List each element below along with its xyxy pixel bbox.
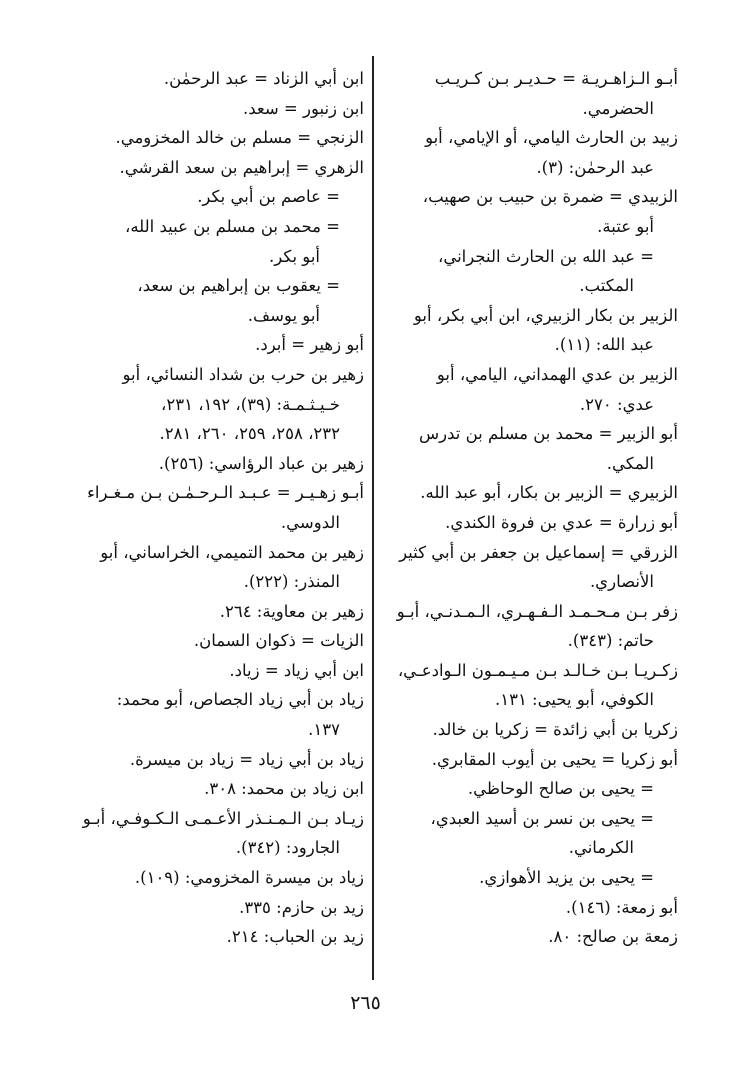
index-entry	[62, 656, 364, 686]
index-entry	[382, 478, 678, 508]
index-entry	[382, 656, 678, 715]
entry-line: ابن أبي الزناد = عبد الرحمٰن.	[163, 69, 364, 88]
index-entry	[382, 922, 678, 952]
index-entry	[62, 893, 364, 923]
entry-line: زيد بن الحباب: ٢١٤.	[226, 927, 364, 947]
entry-line: الكوفي، أبو يحيى: ١٣١.	[494, 690, 654, 710]
index-entry	[62, 449, 364, 479]
entry-line: زهير بن حرب بن شداد النسائي، أبو	[122, 364, 364, 384]
entry-line: الزرقي = إسماعيل بن جعفر بن أبي كثير	[399, 542, 678, 562]
entry-line: أبو زهير = أبرد.	[255, 335, 364, 355]
entry-line: زهير بن عباد الرؤاسي: (٢٥٦).	[158, 453, 364, 473]
entry-line: = محمد بن مسلم بن عبيد الله،	[125, 216, 340, 236]
entry-line: أبو بكر.	[269, 246, 320, 266]
entry-line: زبيد بن الحارث اليامي، أو الإيامي، أبو	[425, 128, 678, 148]
index-entry	[62, 922, 364, 952]
index-entry	[382, 419, 678, 478]
index-entry	[382, 182, 678, 241]
index-entry	[62, 478, 364, 537]
index-entry	[62, 863, 364, 893]
entry-line: الكرماني.	[568, 838, 634, 858]
entry-line: أبو زمعة: (١٤٦).	[565, 897, 678, 917]
entry-line: = يحيى بن نسر بن أسيد العبدي،	[430, 808, 654, 828]
entry-line: زهير بن معاوية: ٢٦٤.	[219, 601, 364, 621]
entry-line: زكريا بن أبي زائدة = زكريا بن خالد.	[432, 720, 678, 740]
index-entry	[382, 804, 678, 863]
index-entry	[382, 863, 678, 893]
page-number: ٢٦٥	[350, 992, 381, 1014]
index-entry	[62, 182, 364, 212]
entry-line: أبو زكريا = يحيى بن أيوب المقابري.	[431, 749, 678, 769]
entry-line: أبو الزبير = محمد بن مسلم بن تدرس	[419, 424, 678, 444]
index-entry	[382, 538, 678, 597]
entry-line: الزبيري = الزبير بن بكار، أبو عبد الله.	[420, 483, 678, 503]
entry-line: عبد الرحمٰن: (٣).	[536, 157, 654, 177]
entry-line: ابن زنبور = سعد.	[242, 98, 364, 118]
entry-line: الزبير بن عدي الهمداني، اليامي، أبو	[436, 364, 678, 384]
entry-line: زهير بن محمد التميمي، الخراساني، أبو	[100, 542, 364, 562]
entry-line: زفر بـن مـحـمـد الـفـهـري، الـمـدنـي، أبـو	[396, 601, 678, 621]
entry-line: الزنجي = مسلم بن خالد المخزومي.	[115, 128, 364, 148]
index-entry	[62, 626, 364, 656]
entry-line: المنذر: (٢٢٢).	[243, 572, 340, 592]
index-entry	[62, 774, 364, 804]
index-entry	[382, 745, 678, 775]
index-entry	[382, 597, 678, 656]
entry-line: عدي: ٢٧٠.	[579, 394, 654, 414]
entry-line: المكتب.	[579, 276, 634, 296]
index-entry	[62, 64, 364, 94]
entry-line: أبو عتبة.	[597, 216, 654, 236]
entry-line: الزبير بن بكار الزبيري، ابن أبي بكر، أبو	[413, 305, 678, 325]
entry-line: الأنصاري.	[589, 572, 654, 592]
entry-line: أبو يوسف.	[247, 305, 320, 325]
entry-line: عبد الله: (١١).	[554, 335, 654, 355]
entry-line: = يحيى بن يزيد الأهوازي.	[479, 868, 654, 888]
entry-line: الزهري = إبراهيم بن سعد القرشي.	[119, 157, 364, 177]
index-entry	[62, 538, 364, 597]
entry-line: ١٣٧.	[308, 720, 340, 740]
entry-line: أبـو الـزاهـريـة = حـديـر بـن كـريـب	[434, 69, 678, 88]
entry-line: زيـاد بـن الـمـنـذر الأعـمـى الـكـوفـي، أبـو	[82, 808, 364, 828]
entry-line: = عاصم بن أبي بكر.	[197, 187, 340, 207]
left-column	[62, 64, 364, 952]
index-entry	[62, 212, 364, 271]
entry-line: الجارود: (٣٤٢).	[235, 838, 340, 858]
entry-line: الزبيدي = ضمرة بن حبيب بن صهيب،	[422, 187, 678, 207]
index-entry	[62, 360, 364, 449]
entry-line: الدوسي.	[280, 512, 340, 532]
index-entry	[62, 745, 364, 775]
index-entry	[382, 360, 678, 419]
entry-line: زياد بن ميسرة المخزومي: (١٠٩).	[134, 868, 364, 888]
entry-line: = يعقوب بن إبراهيم بن سعد،	[137, 276, 340, 296]
entry-line: الحضرمي.	[582, 98, 654, 118]
entry-line: زياد بن أبي زياد = زياد بن ميسرة.	[129, 749, 364, 769]
index-entry	[382, 893, 678, 923]
index-entry	[62, 271, 364, 330]
entry-line: ابن أبي زياد = زياد.	[229, 660, 364, 680]
entry-line: أبـو زهـيـر = عـبـد الـرحـمٰـن بـن مـغـراء	[87, 483, 364, 503]
index-entry	[382, 774, 678, 804]
index-entry	[62, 597, 364, 627]
index-entry	[62, 685, 364, 744]
index-entry	[382, 715, 678, 745]
index-entry	[62, 330, 364, 360]
right-column	[382, 64, 678, 952]
index-entry	[382, 64, 678, 123]
entry-line: زياد بن أبي زياد الجصاص، أبو محمد:	[116, 690, 364, 710]
entry-line: زكـريـا بـن خـالـد بـن مـيـمـون الـوادعـي،	[397, 660, 678, 680]
index-entry	[382, 508, 678, 538]
entry-line: أبو زرارة = عدي بن فروة الكندي.	[445, 512, 678, 532]
entry-line: ٢٣٢، ٢٥٨، ٢٥٩، ٢٦٠، ٢٨١.	[159, 424, 340, 444]
entry-line: المكي.	[606, 453, 654, 473]
index-entry	[382, 123, 678, 182]
entry-line: زيد بن حازم: ٣٣٥.	[239, 897, 364, 917]
index-entry	[382, 301, 678, 360]
index-entry	[62, 804, 364, 863]
entry-line: الزيات = ذكوان السمان.	[193, 631, 364, 651]
index-entry	[382, 242, 678, 301]
index-entry	[62, 153, 364, 183]
entry-line: حاتم: (٣٤٣).	[567, 631, 654, 651]
index-entry	[62, 123, 364, 153]
entry-line: خـيـثـمـة: (٣٩)، ١٩٢، ٢٣١،	[161, 394, 340, 414]
index-entry	[62, 94, 364, 124]
entry-line: = عبد الله بن الحارث النجراني،	[438, 246, 654, 266]
entry-line: زمعة بن صالح: ٨٠.	[548, 927, 678, 947]
column-divider	[372, 56, 374, 980]
entry-line: = يحيى بن صالح الوحاظي.	[467, 779, 654, 799]
entry-line: ابن زياد بن محمد: ٣٠٨.	[204, 779, 364, 799]
